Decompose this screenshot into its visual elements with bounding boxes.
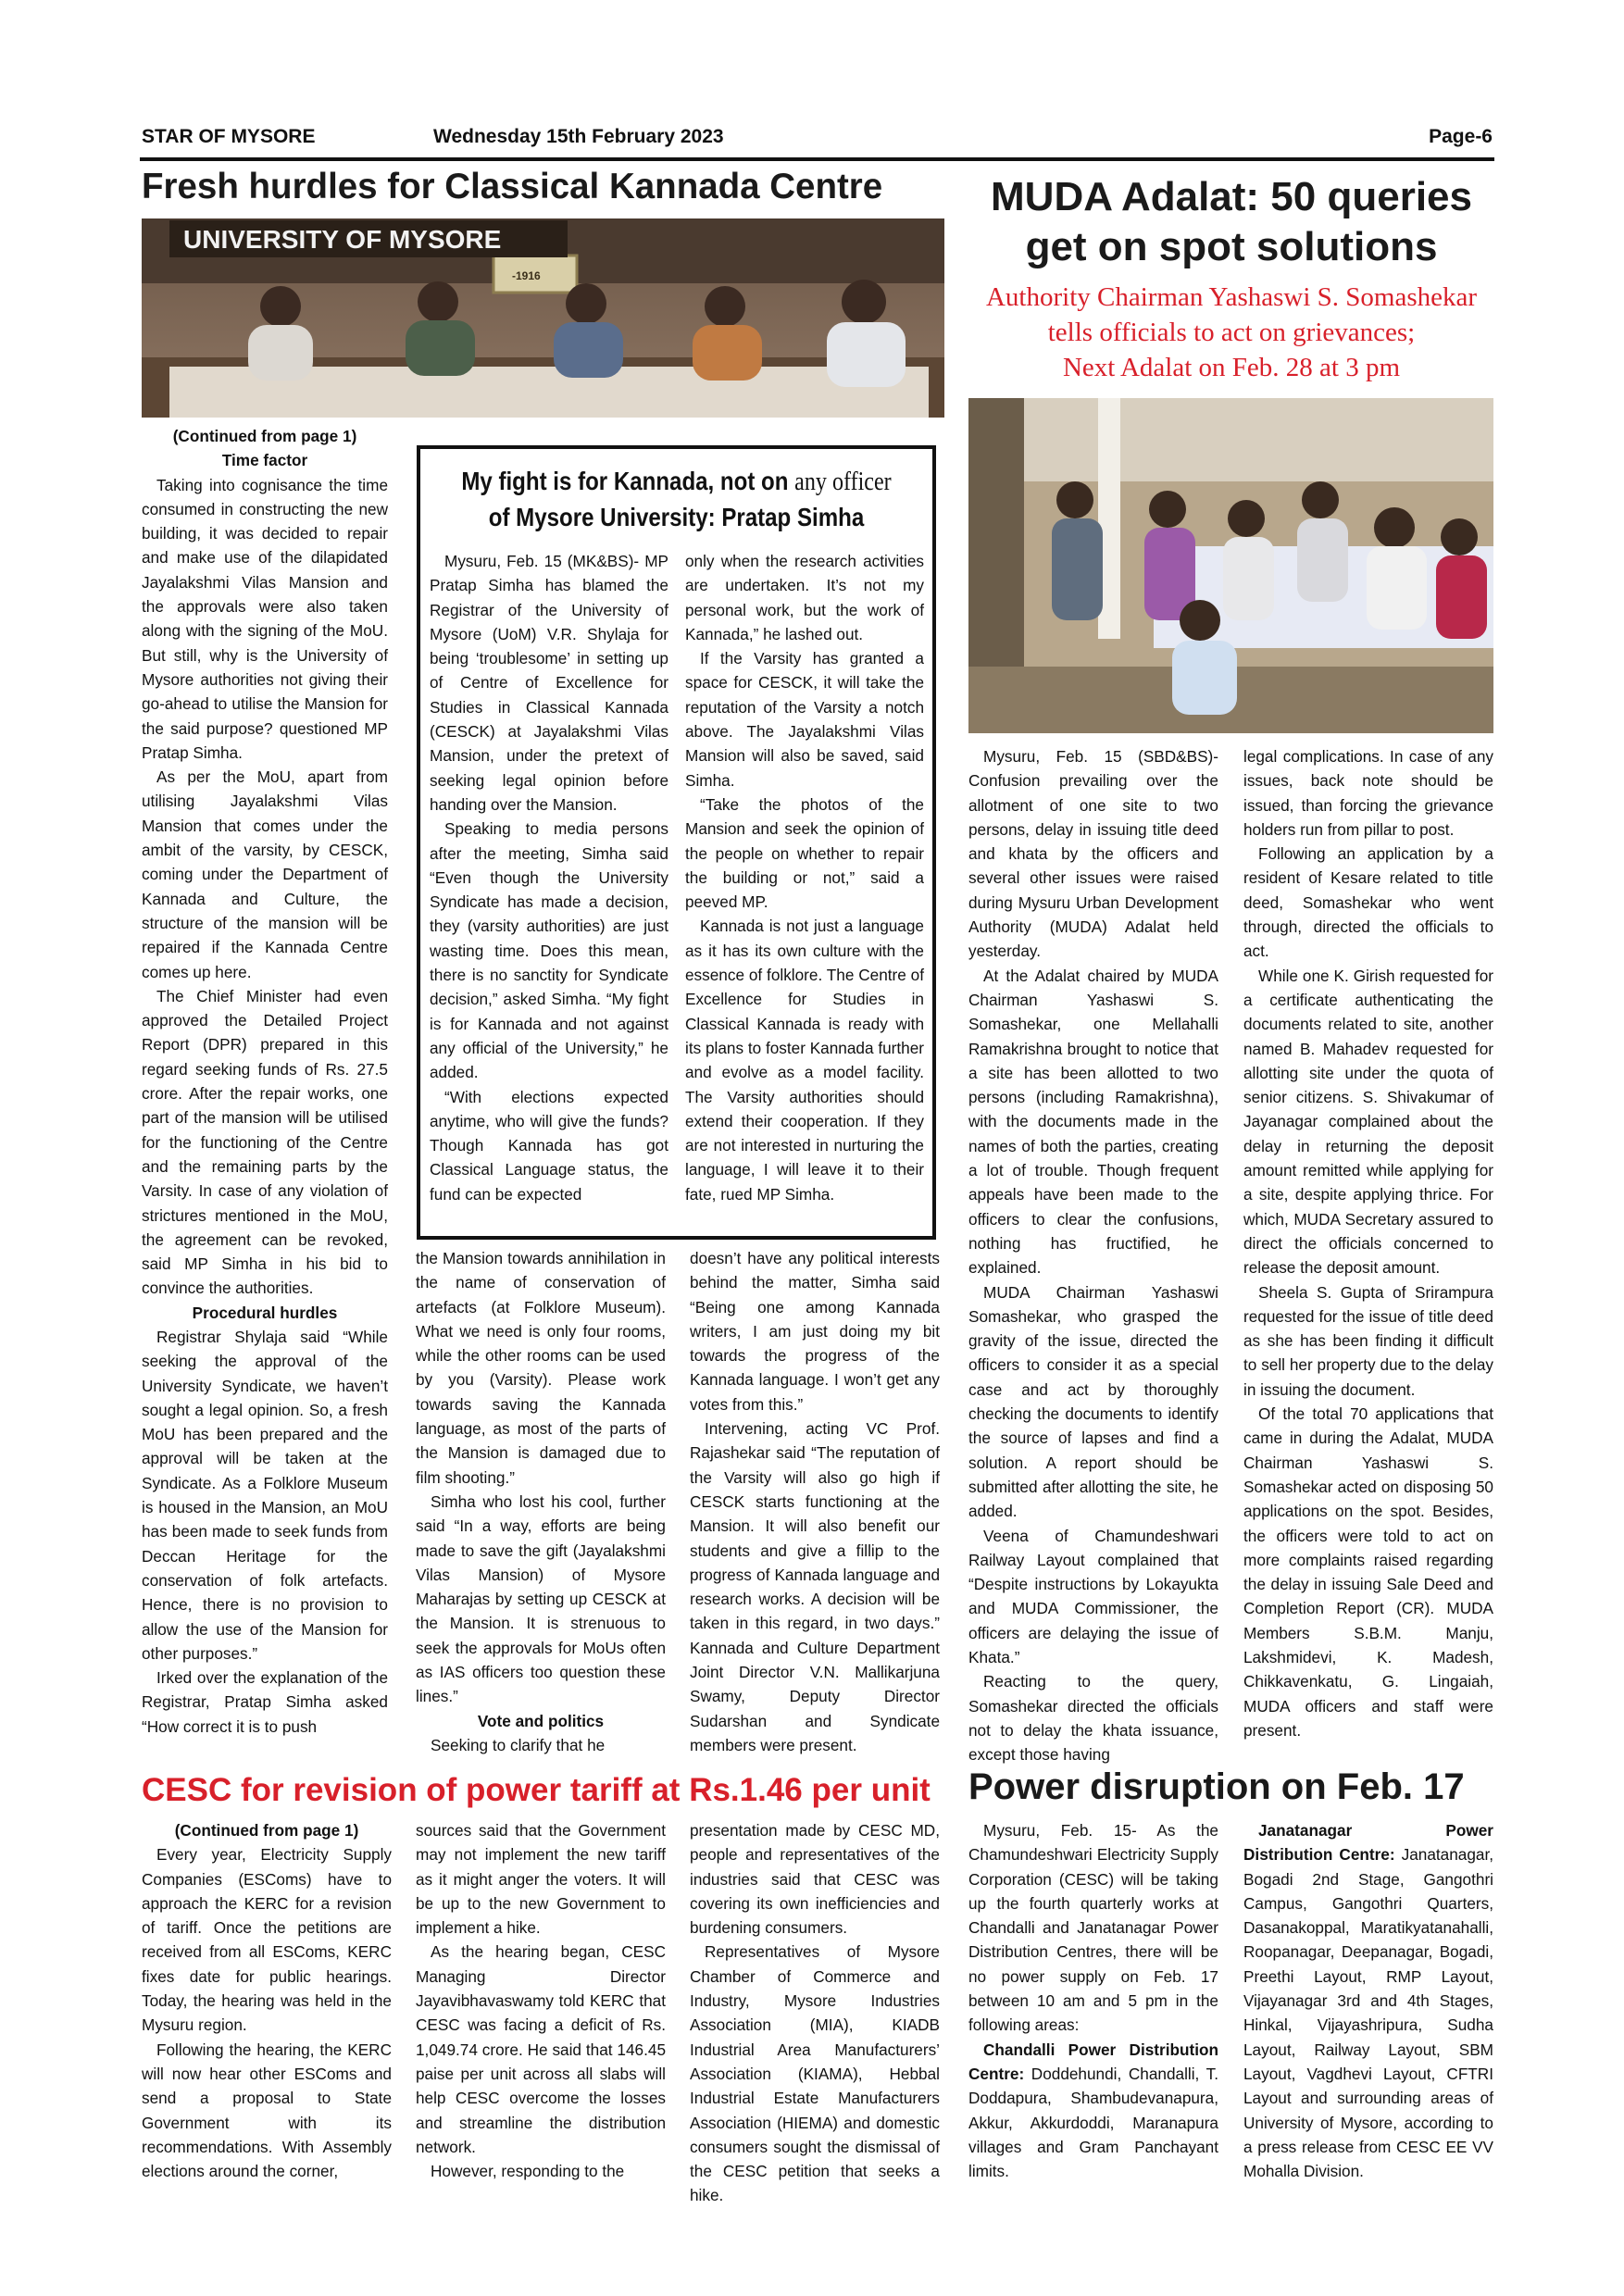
- subhead-line: Next Adalat on Feb. 28 at 3 pm: [1062, 353, 1401, 382]
- paragraph: MUDA Chairman Yashaswi Somashekar, who grasped the gravity of the issue, directed the officers to consider it as a special case and act by thoroughly checking the documents to identify the source of lapses and find a solution. A report should be submitted after allotting the site, he added.: [968, 1282, 1218, 1521]
- masthead-paper-name: STAR OF MYSORE: [142, 126, 316, 147]
- header-rule: [140, 157, 1494, 161]
- box-headline-part-a: My fight is for Kannada, not on: [461, 467, 789, 495]
- paragraph: Seeking to clarify that he: [431, 1735, 606, 1754]
- paragraph: Every year, Electricity Supply Companies (ESComs) have to approach the KERC for a revision of tariff. Once the petitions are received from all ESComs, KERC fixes date for public hearings. Today, the hearing was held in the Mysuru region.: [142, 1845, 392, 2035]
- paragraph: [968, 2038, 1218, 2184]
- paragraph: Mysuru, Feb. 15- As the Chamundeshwari Electricity Supply Corporation (CESC) will be taking up the fourth quarterly works at Chandalli and Janatanagar Power Distribution Centres, there will be no power supply on Feb. 17 between 10 am and 5 pm in the following areas:: [968, 1821, 1218, 2035]
- continued-note: (Continued from page 1): [174, 1821, 359, 1840]
- paragraph: Mysuru, Feb. 15 (MK&BS)- MP Pratap Simha has blamed the Registrar of the University of Mysore (UoM) V.R. Shylaja for being ‘troublesome’ in setting up of Centre of Excellence for Studies in Classical Kannada (CESCK) at Jayalakshmi Vilas Mansion, under the pretext of seeking legal opinion before handing over the Mansion.: [430, 552, 668, 814]
- story3-column-2: [416, 1818, 666, 2183]
- pratap-simha-box: [417, 445, 936, 1240]
- story3-headline: CESC for revision of power tariff at Rs.1.46 per unit: [142, 1772, 931, 1808]
- paragraph: Following an application by a resident of Kesare related to title deed, Somashekar who went through, directed the officials to act.: [1243, 844, 1493, 961]
- story4-headline: Power disruption on Feb. 17: [968, 1766, 1465, 1807]
- story1-column-2: [416, 1246, 666, 1757]
- photo-sign-text: UNIVERSITY OF MYSORE: [183, 225, 502, 254]
- janatanagar-areas: Janatanagar, Bogadi 2nd Stage, Gangothri Campus, Gangothri Quarters, Dasanakoppal, Maratikyatanahalli, Roopanagar, Deepanagar, Bogadi, Preethi Layout, RMP Layout, Vijayanagar 3rd and 4th Stages, Hinkal, Vijayashripura, Sudha Layout, Railway Layout, SBM Layout, Vagdhevi Layout, CFTRI Layout and surrounding areas of University of Mysore, according to a press release from CESC EE VV Mohalla Division.: [1243, 1845, 1494, 2181]
- paragraph: only when the research activities are undertaken. It’s not my personal work, but the work of Kannada,” he lashed out.: [685, 552, 924, 643]
- paragraph: legal complications. In case of any issues, back note should be issued, than forcing the grievance holders run from pillar to post.: [1243, 747, 1493, 839]
- subhead-line: Authority Chairman Yashaswi S. Somashekar: [985, 282, 1478, 312]
- chandalli-areas: Doddehundi, Chandalli, T. Doddapura, Shambudevanapura, Akkur, Akkurdoddi, Maranapura villages and Gram Panchayant limits.: [968, 2064, 1218, 2181]
- subhead-vote-politics: Vote and politics: [477, 1711, 605, 1730]
- subhead-line: tells officials to act on grievances;: [1047, 318, 1416, 347]
- story2-headline-line2: get on spot solutions: [1025, 224, 1438, 269]
- janatanagar-label: Janatanagar Power Distribution Centre:: [1243, 1821, 1493, 1865]
- paragraph: Irked over the explanation of the Registrar, Pratap Simha asked “How correct it is to push: [142, 1668, 388, 1736]
- story4-column-1: [968, 1818, 1218, 2183]
- story2-subheadline: [968, 280, 1495, 385]
- continued-note: (Continued from page 1): [172, 427, 357, 445]
- story3-column-3: [690, 1818, 940, 2208]
- paragraph: doesn’t have any political interests behind the matter, Simha said “Being one among Kannada writers, I am just doing my bit towards the progress of the Kannada language. I won’t get any votes from this.”: [690, 1249, 940, 1414]
- story2-column-1: [968, 744, 1218, 1766]
- story2-headline: [968, 172, 1495, 272]
- paragraph: Intervening, acting VC Prof. Rajashekar said “The reputation of the Varsity will also go high if CESCK starts functioning at the Mansion. It will also benefit our students and give a fillip to the progress of Kannada language and research works. A decision will be taken in this regard, in two days.” Kannada and Culture Department Joint Director V.N. Mallikarjuna Swamy, Deputy Director Sudarshan and Syndicate members were present.: [690, 1419, 940, 1754]
- subhead-procedural-hurdles: Procedural hurdles: [192, 1303, 338, 1322]
- paragraph: As the hearing began, CESC Managing Director Jayavibhavaswamy told KERC that CESC was facing a deficit of Rs. 1,049.74 crore. He said that 146.45 paise per unit across all slabs will help CESC overcome the losses and streamline the distribution network.: [416, 1942, 666, 2156]
- paragraph: At the Adalat chaired by MUDA Chairman Yashaswi S. Somashekar, one Mellahalli Ramakrishna brought to notice that a site has been allotted to two persons (including Ramakrishna), with the documents made in the names of both the parties, creating a lot of trouble. Though frequent appeals have been made to the officers to clear the confusions, nothing has fructified, he explained.: [968, 966, 1218, 1278]
- photo-plaque-text: -1916: [512, 269, 541, 282]
- paragraph: presentation made by CESC MD, people and representatives of the industries said that CESC was covering its own inefficiencies and burdening consumers.: [690, 1821, 940, 1938]
- story4-column-2: [1243, 1818, 1493, 2183]
- subhead-time-factor: Time factor: [221, 451, 308, 470]
- paragraph: Simha who lost his cool, further said “In a way, efforts are being made to save the gift (Jayalakshmi Vilas Mansion) of Mysore Maharajas by setting up CESCK at the Mansion. It is strenuous to seek the approvals for MoUs often as IAS officers too question these lines.”: [416, 1491, 666, 1706]
- paragraph: Registrar Shylaja said “While seeking the approval of the University Syndicate, we haven’t sought a legal opinion. So, a fresh MoU has been prepared and the approval will be taken at the Syndicate. As a Folklore Museum is housed in the Mansion, an MoU has been made to seek funds from Deccan Heritage for the conservation of folk artefacts. Hence, there is no provision to allow the use of the Mansion for other purposes.”: [142, 1327, 388, 1663]
- box-headline: [456, 464, 897, 535]
- box-headline-line2: of Mysore University: Pratap Simha: [488, 503, 865, 531]
- paragraph: As per the MoU, apart from utilising Jayalakshmi Vilas Mansion that comes under the ambit of the varsity, by CESCK, coming under the Department of Kannada and Culture, the structure of the mansion will be repaired if the Kannada Centre comes up here.: [142, 767, 388, 981]
- paragraph: [1243, 1818, 1493, 2183]
- masthead-date: Wednesday 15th February 2023: [433, 126, 724, 147]
- paragraph: “Take the photos of the Mansion and seek the opinion of the people on whether to repair the building or not,” said a peeved MP.: [685, 794, 924, 912]
- story2-column-2: [1243, 744, 1493, 1742]
- paragraph: sources said that the Government may not implement the new tariff as it might anger the voters. It will be up to the new Government to implement a hike.: [416, 1821, 666, 1938]
- meeting-photo-illustration: [142, 218, 944, 418]
- paragraph: However, responding to the: [431, 2162, 625, 2181]
- story1-headline: Fresh hurdles for Classical Kannada Centre: [142, 167, 883, 206]
- paragraph: Mysuru, Feb. 15 (SBD&BS)- Confusion prevailing over the allotment of one site to two persons, delay in issuing title deed and khata by the officers and several other issues were raised during Mysuru Urban Development Authority (MUDA) Adalat held yesterday.: [968, 747, 1218, 961]
- paragraph: Reacting to the query, Somashekar directed the officials not to delay the khata issuance, except those having: [968, 1672, 1218, 1765]
- box-column-b: [685, 549, 924, 1206]
- paragraph: Speaking to media persons after the meeting, Simha said “Even though the University Syndicate has made a decision, they (varsity authorities) are just wasting time. Does this mean, there is no sanctity for Syndicate decision,” asked Simha. “My fight is for Kannada and not against any official of the University,” he added.: [430, 819, 668, 1082]
- story1-column-1: [142, 424, 388, 1739]
- paragraph: Veena of Chamundeshwari Railway Layout complained that “Despite instructions by Lokayukta and MUDA Commissioner, the officers are delaying the issue of Khata.”: [968, 1526, 1218, 1666]
- box-column-a: [430, 549, 668, 1206]
- paragraph: Of the total 70 applications that came in during the Adalat, MUDA Chairman Yashaswi S. Somashekar acted on disposing 50 applications on the spot. Besides, the officers were told to act on more complaints raised regarding the delay in issuing Sale Deed and Completion Report (CR). MUDA Members S.B.M. Manju, Lakshmidevi, K. Madesh, Chikkavenkatu, G. Lingaiah, MUDA officers and staff were present.: [1243, 1404, 1493, 1740]
- paragraph: the Mansion towards annihilation in the name of conservation of artefacts (at Folklore Museum). What we need is only four rooms, while the other rooms can be used by you (Varsity). Please work towards saving the Kannada language, as most of the parts of the Mansion is damaged due to film shooting.”: [416, 1249, 666, 1487]
- box-headline-part-b: any officer: [794, 468, 892, 496]
- paragraph: While one K. Girish requested for a certificate authenticating the documents related to site, another named B. Mahadev requested for allotting site under the quota of senior citizens. S. Shivakumar of Jayanagar complained about the delay in returning the deposit amount remitted while applying for a site, despite applying thrice. For which, MUDA Secretary assured to direct the officials concerned to release the deposit amount.: [1243, 966, 1493, 1278]
- story3-column-1: [142, 1818, 392, 2183]
- paragraph: Kannada is not just a language as it has its own culture with the essence of folklore. The Centre of Excellence for Studies in Classical Kannada is ready with its plans to foster Kannada further and evolve as a model facility. The Varsity authorities should extend their cooperation. If they are not interested in nurturing the language, I will leave it to their fate, rued MP Simha.: [685, 917, 924, 1204]
- paragraph: Following the hearing, the KERC will now hear other ESComs and send a proposal to State Government with its recommendations. With Assembly elections around the corner,: [142, 2040, 392, 2181]
- story1-column-3: [690, 1246, 940, 1757]
- paragraph: Taking into cognisance the time consumed in constructing the new building, it was decided to repair and make use of the dilapidated Jayalakshmi Vilas Mansion and the approvals were also taken along with the signing of the MoU. But still, why is the University of Mysore authorities not giving their go-ahead to utilise the Mansion for the said purpose? questioned MP Pratap Simha.: [142, 475, 388, 762]
- story2-photo: [968, 398, 1493, 733]
- paragraph: “With elections expected anytime, who will give the funds? Though Kannada has got Classical Language status, the fund can be expected: [430, 1087, 668, 1204]
- chandalli-label: Chandalli Power Distribution Centre:: [968, 2040, 1218, 2083]
- paragraph: Representatives of Mysore Chamber of Commerce and Industry, Mysore Industries Association (MIA), KIADB Industrial Area Manufacturers’ Association (KIAMA), Hebbal Industrial Estate Manufacturers Association (HIEMA) and domestic consumers sought the dismissal of the CESC petition that seeks a hike.: [690, 1942, 940, 2205]
- paragraph: If the Varsity has granted a space for CESCK, it will take the reputation of the Varsity a notch above. The Jayalakshmi Vilas Mansion will also be saved, said Simha.: [685, 649, 924, 790]
- page-number: Page-6: [1429, 126, 1493, 147]
- paragraph: Sheela S. Gupta of Srirampura requested for the issue of title deed as she has been finding it difficult to sell her property due to the delay in issuing the document.: [1243, 1282, 1493, 1399]
- story2-headline-line1: MUDA Adalat: 50 queries: [991, 174, 1472, 219]
- story1-photo: [142, 218, 944, 418]
- paragraph: The Chief Minister had even approved the Detailed Project Report (DPR) prepared in this regard seeking funds of Rs. 27.5 crore. After the repair works, one part of the mansion will be utilised for the functioning of the Centre and the remaining parts by the Varsity. In case of any violation of strictures mentioned in the MoU, the agreement can be revoked, said MP Simha in his bid to convince the authorities.: [142, 986, 388, 1298]
- adalat-photo-illustration: [968, 398, 1493, 733]
